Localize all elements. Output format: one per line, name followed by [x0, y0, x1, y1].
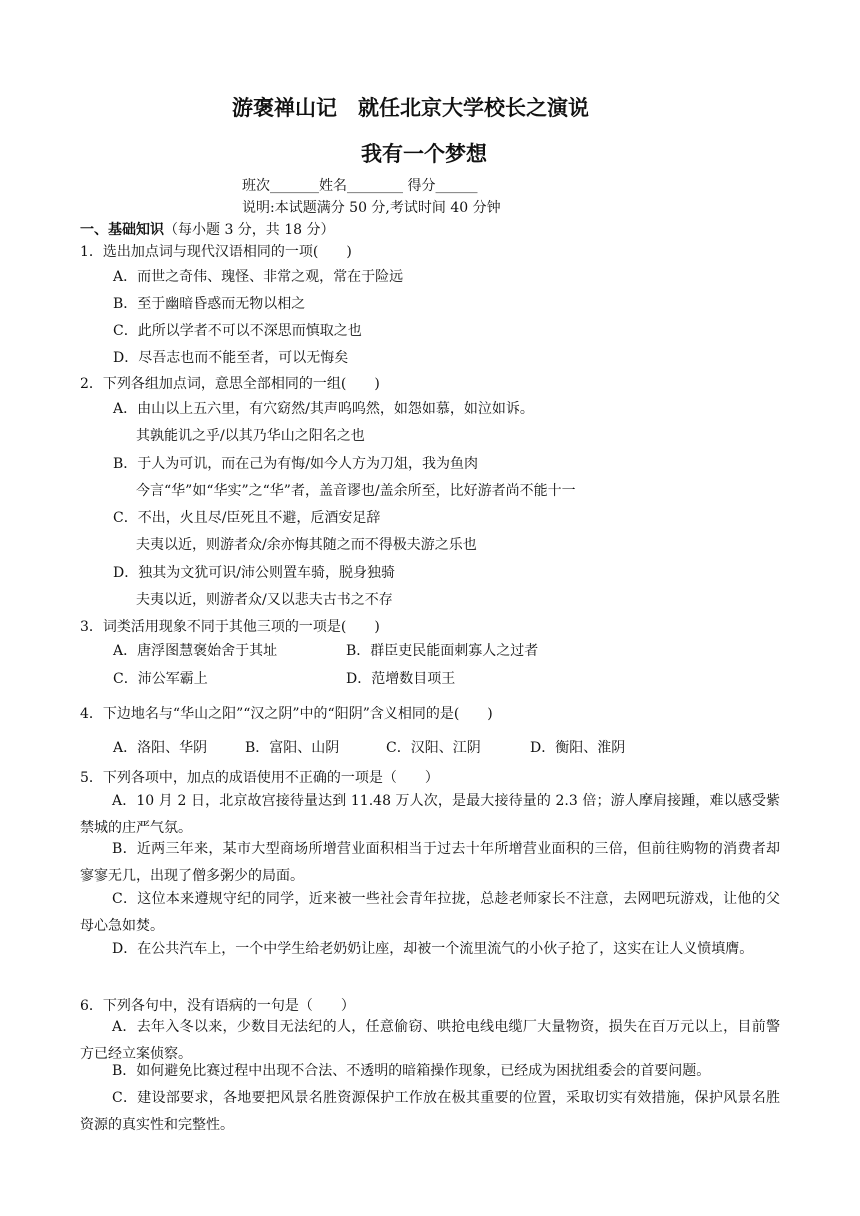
- q4-option-c: C．汉阳、江阴: [386, 740, 481, 756]
- q4-option-d: D．衡阳、淮阴: [530, 740, 626, 756]
- q3-option-c: C．沛公军霸上: [113, 671, 208, 687]
- q1-option-a: A．而世之奇伟、瑰怪、非常之观，常在于险远: [113, 269, 404, 285]
- q2-option-c-line1: C．不出，火且尽/臣死且不避，卮酒安足辞: [113, 510, 381, 526]
- q6-option-b: B．如何避免比赛过程中出现不合法、不透明的暗箱操作现象，已经成为困扰组委会的首要问题。: [112, 1063, 711, 1079]
- section-title: 一、基础知识: [80, 222, 164, 238]
- q6-option-a: A．去年入冬以来，少数目无法纪的人，任意偷窃、哄抢电线电缆厂大量物资，损失在百万元以上，目前警方已经立案侦察。: [80, 1019, 780, 1062]
- q2-option-a-line1: A．由山以上五六里，有穴窈然/其声呜呜然，如怨如慕，如泣如诉。: [113, 401, 534, 417]
- q6-option-c: C．建设部要求，各地要把风景名胜资源保护工作放在极其重要的位置，采取切实有效措施，保护风景名胜资源的真实性和完整性。: [80, 1090, 780, 1133]
- q5-option-b: B．近两三年来，某市大型商场所增营业面积相当于过去十年所增营业面积的三倍，但前往购物的消费者却寥寥无几，出现了僧多粥少的局面。: [80, 841, 780, 884]
- q4-option-a: A．洛阳、华阴: [113, 740, 208, 756]
- question-3-stem: 3．词类活用现象不同于其他三项的一项是( ): [80, 619, 380, 635]
- q5-option-a: A．10 月 2 日，北京故宫接待量达到 11.48 万人次，是最大接待量的 2.3 倍；游人摩肩接踵，难以感受紫禁城的庄严气氛。: [80, 793, 780, 836]
- q2-option-a-line2: 其孰能讥之乎/以其乃华山之阳名之也: [136, 428, 365, 444]
- question-5-stem: 5．下列各项中，加点的成语使用不正确的一项是（ ）: [80, 770, 439, 786]
- exam-note: 说明:本试题满分 50 分,考试时间 40 分钟: [242, 200, 501, 216]
- section-heading: [80, 219, 335, 239]
- question-4-stem: 4．下边地名与“华山之阳”“汉之阴”中的“阳阴”含义相同的是( ): [80, 706, 493, 722]
- q2-option-c-line2: 夫夷以近，则游者众/余亦悔其随之而不得极夫游之乐也: [136, 537, 477, 553]
- q3-option-b: B．群臣吏民能面刺寡人之过者: [346, 643, 539, 659]
- q3-option-d: D．范增数目项王: [346, 671, 456, 687]
- question-6-stem: 6．下列各句中，没有语病的一句是（ ）: [80, 998, 355, 1014]
- q2-option-b-line2: 今言“华”如“华实”之“华”者，盖音谬也/盖余所至，比好游者尚不能十一: [136, 483, 576, 499]
- question-2-stem: 2．下列各组加点词，意思全部相同的一组( ): [80, 376, 380, 392]
- q1-option-b: B．至于幽暗昏惑而无物以相之: [113, 296, 306, 312]
- page-title-line1: 游褒禅山记 就任北京大学校长之演说: [232, 96, 589, 120]
- student-info-line: 班次_______姓名________ 得分______: [242, 178, 478, 194]
- section-subtitle: （每小题 3 分，共 18 分）: [164, 222, 335, 238]
- q2-option-d-line2: 夫夷以近，则游者众/又以悲夫古书之不存: [136, 592, 393, 608]
- q1-option-c: C．此所以学者不可以不深思而慎取之也: [113, 323, 362, 339]
- q4-option-b: B．富阳、山阴: [245, 740, 340, 756]
- q5-option-c: C．这位本来遵规守纪的同学，近来被一些社会青年拉拢，总趁老师家长不注意，去网吧玩游戏，让他的父母心急如焚。: [80, 891, 780, 934]
- page-title-line2: 我有一个梦想: [361, 142, 487, 166]
- q2-option-d-line1: D．独其为文犹可识/沛公则置车骑，脱身独骑: [113, 565, 395, 581]
- q1-option-d: D．尽吾志也而不能至者，可以无悔矣: [113, 350, 349, 366]
- question-1-stem: 1．选出加点词与现代汉语相同的一项( ): [80, 244, 352, 260]
- q3-option-a: A．唐浮图慧褒始舍于其址: [113, 643, 278, 659]
- q2-option-b-line1: B．于人为可讥，而在己为有悔/如今人方为刀俎，我为鱼肉: [113, 456, 479, 472]
- q5-option-d: D．在公共汽车上，一个中学生给老奶奶让座，却被一个流里流气的小伙子抢了，这实在让人义愤填膺。: [112, 941, 754, 957]
